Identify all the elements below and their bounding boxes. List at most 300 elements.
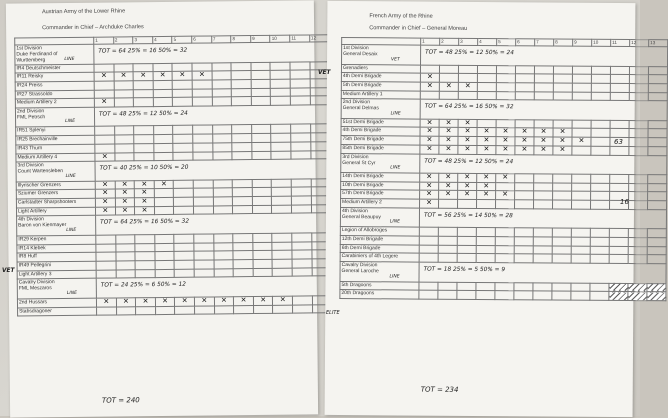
unit-label: Light Artillery bbox=[16, 207, 95, 217]
division-label: 1st Division Duke Ferdinand of Wurttemberg bbox=[15, 44, 94, 64]
empty-cell bbox=[610, 66, 629, 75]
unit-label: 4th Demi Brigade bbox=[341, 127, 420, 136]
casualty-mark: ✕ bbox=[534, 146, 553, 155]
empty-cell bbox=[115, 152, 135, 161]
empty-cell bbox=[291, 179, 311, 188]
empty-cell bbox=[233, 251, 253, 260]
empty-cell bbox=[477, 91, 496, 100]
empty-cell bbox=[96, 235, 116, 244]
empty-cell bbox=[648, 192, 667, 201]
empty-cell bbox=[628, 237, 647, 246]
unit-label: 6th Demi Brigade bbox=[340, 244, 419, 253]
casualty-mark: ✕ bbox=[439, 119, 458, 128]
empty-cell bbox=[476, 228, 495, 237]
empty-cell bbox=[553, 74, 572, 83]
division-strength-note bbox=[389, 208, 666, 229]
column-number: 7 bbox=[211, 36, 231, 43]
empty-cell bbox=[534, 200, 553, 209]
empty-cell bbox=[212, 143, 232, 152]
casualty-mark: ✕ bbox=[458, 136, 477, 145]
empty-cell bbox=[457, 236, 476, 245]
quality-tag: LINE bbox=[65, 119, 76, 125]
empty-cell bbox=[154, 189, 174, 198]
column-number: 1 bbox=[421, 38, 440, 45]
unit-label: Carlstadter Sharpshooters bbox=[16, 198, 95, 208]
empty-cell bbox=[115, 235, 135, 244]
empty-cell bbox=[194, 206, 214, 215]
empty-cell bbox=[233, 260, 253, 269]
unit-label: 10th Demi Brigade bbox=[341, 181, 420, 190]
division-strength-note bbox=[390, 154, 667, 175]
empty-cell bbox=[212, 62, 232, 71]
empty-cell bbox=[252, 133, 272, 142]
empty-cell bbox=[232, 142, 252, 151]
empty-cell bbox=[212, 125, 232, 134]
empty-cell bbox=[534, 65, 553, 74]
empty-cell bbox=[476, 291, 495, 300]
casualty-mark: ✕ bbox=[420, 82, 439, 91]
empty-cell bbox=[271, 70, 291, 79]
empty-cell bbox=[272, 188, 292, 197]
empty-cell bbox=[628, 283, 647, 292]
casualty-mark: ✕ bbox=[172, 71, 192, 80]
empty-cell bbox=[571, 254, 590, 263]
empty-cell bbox=[647, 238, 666, 247]
casualty-mark: ✕ bbox=[95, 198, 115, 207]
empty-cell bbox=[438, 236, 457, 245]
unit-label: Medium Artillery 4 bbox=[16, 153, 95, 163]
casualty-mark: ✕ bbox=[234, 296, 254, 305]
empty-cell bbox=[134, 152, 154, 161]
empty-cell bbox=[591, 137, 610, 146]
empty-cell bbox=[590, 291, 609, 300]
empty-cell bbox=[272, 233, 292, 242]
casualty-mark: ✕ bbox=[477, 173, 496, 182]
empty-cell bbox=[591, 74, 610, 83]
column-number: 11 bbox=[290, 35, 310, 42]
casualty-mark: ✕ bbox=[153, 72, 173, 81]
empty-cell bbox=[628, 229, 647, 238]
division-label: 4th Division General Beaupuy bbox=[340, 207, 419, 227]
empty-cell bbox=[232, 134, 252, 143]
unit-label: 12th Demi Brigade bbox=[340, 235, 419, 244]
empty-cell bbox=[609, 246, 628, 255]
casualty-mark: ✕ bbox=[115, 198, 135, 207]
empty-cell bbox=[252, 142, 272, 151]
unit-label: Medium Artillery 1 bbox=[341, 90, 420, 99]
empty-cell bbox=[572, 74, 591, 83]
empty-cell bbox=[419, 245, 438, 254]
quality-tag: LINE bbox=[66, 290, 77, 296]
casualty-mark: ✕ bbox=[155, 297, 175, 306]
empty-cell bbox=[647, 246, 666, 255]
empty-cell bbox=[514, 228, 533, 237]
division-label: 3rd Division General St Cyr bbox=[341, 153, 420, 173]
casualty-mark: ✕ bbox=[477, 128, 496, 137]
strength-handwriting: TOT = 64 25% = 16 50% = 32 bbox=[100, 219, 190, 227]
empty-cell bbox=[533, 282, 552, 291]
empty-cell bbox=[114, 126, 134, 135]
empty-cell bbox=[174, 260, 194, 269]
casualty-mark: ✕ bbox=[134, 180, 154, 189]
empty-cell bbox=[476, 236, 495, 245]
empty-cell bbox=[534, 91, 553, 100]
column-number: 9 bbox=[251, 35, 271, 42]
empty-cell bbox=[610, 129, 629, 138]
empty-cell bbox=[553, 92, 572, 101]
empty-cell bbox=[590, 237, 609, 246]
empty-cell bbox=[419, 227, 438, 236]
empty-cell bbox=[629, 201, 648, 210]
unit-label: IR11 Reisky bbox=[15, 72, 94, 82]
empty-cell bbox=[552, 291, 571, 300]
empty-cell bbox=[272, 179, 292, 188]
casualty-mark: ✕ bbox=[420, 182, 439, 191]
empty-cell bbox=[97, 307, 117, 316]
empty-cell bbox=[135, 243, 155, 252]
empty-cell bbox=[96, 270, 116, 279]
empty-cell bbox=[648, 138, 667, 147]
empty-cell bbox=[234, 305, 254, 314]
empty-cell bbox=[457, 245, 476, 254]
empty-cell bbox=[252, 151, 272, 160]
division-row bbox=[15, 42, 349, 65]
empty-cell bbox=[534, 191, 553, 200]
empty-cell bbox=[153, 98, 173, 107]
strength-handwriting: TOT = 64 25% = 16 50% = 32 bbox=[424, 103, 514, 111]
casualty-mark: ✕ bbox=[420, 128, 439, 137]
empty-cell bbox=[193, 134, 213, 143]
empty-cell bbox=[155, 252, 175, 261]
empty-cell bbox=[133, 89, 153, 98]
empty-cell bbox=[212, 80, 232, 89]
column-number: 5 bbox=[172, 36, 192, 43]
margin-note-elite: ELITE bbox=[326, 310, 340, 316]
empty-cell bbox=[534, 183, 553, 192]
casualty-mark: ✕ bbox=[194, 297, 214, 306]
casualty-mark: ✕ bbox=[458, 128, 477, 137]
unit-label: 75th Demi Brigade bbox=[341, 136, 420, 145]
strength-handwriting: TOT = 18 25% = 5 50% = 9 bbox=[423, 266, 506, 274]
empty-cell bbox=[116, 252, 136, 261]
casualty-mark: ✕ bbox=[496, 191, 515, 200]
casualty-mark: ✕ bbox=[458, 173, 477, 182]
unit-label: IR8 Huff bbox=[17, 253, 96, 263]
empty-cell bbox=[273, 259, 293, 268]
empty-cell bbox=[496, 200, 515, 209]
empty-cell bbox=[610, 92, 629, 101]
empty-cell bbox=[648, 183, 667, 192]
empty-cell bbox=[292, 250, 312, 259]
casualty-mark: ✕ bbox=[515, 128, 534, 137]
empty-cell bbox=[174, 197, 194, 206]
casualty-mark: ✕ bbox=[420, 190, 439, 199]
unit-label: IR29 Kerpen bbox=[17, 235, 96, 245]
unit-label: IR43 Thurn bbox=[16, 144, 95, 154]
empty-cell bbox=[116, 269, 136, 278]
empty-cell bbox=[174, 251, 194, 260]
casualty-mark: ✕ bbox=[458, 182, 477, 191]
casualty-mark: ✕ bbox=[553, 128, 572, 137]
empty-cell bbox=[290, 79, 310, 88]
empty-cell bbox=[477, 82, 496, 91]
casualty-mark: ✕ bbox=[95, 152, 115, 161]
empty-cell bbox=[214, 305, 234, 314]
empty-cell bbox=[233, 242, 253, 251]
empty-cell bbox=[252, 196, 272, 205]
empty-cell bbox=[194, 234, 214, 243]
casualty-mark: ✕ bbox=[477, 145, 496, 154]
unit-label: 4th Demi Brigade bbox=[341, 73, 420, 82]
column-number: 12 bbox=[630, 40, 649, 47]
empty-cell bbox=[232, 97, 252, 106]
empty-cell bbox=[438, 245, 457, 254]
empty-cell bbox=[553, 174, 572, 183]
empty-cell bbox=[252, 125, 272, 134]
unit-label: 5th Demi Brigade bbox=[341, 81, 420, 90]
casualty-mark: ✕ bbox=[115, 189, 135, 198]
empty-cell bbox=[290, 96, 310, 105]
empty-cell bbox=[253, 259, 273, 268]
empty-cell bbox=[272, 196, 292, 205]
empty-cell bbox=[291, 142, 311, 151]
empty-cell bbox=[533, 291, 552, 300]
empty-cell bbox=[629, 192, 648, 201]
empty-cell bbox=[213, 188, 233, 197]
quality-tag: LINE bbox=[65, 173, 76, 179]
empty-cell bbox=[515, 91, 534, 100]
casualty-mark: ✕ bbox=[420, 73, 439, 82]
empty-cell bbox=[115, 243, 135, 252]
quality-tag: LINE bbox=[390, 165, 401, 171]
empty-cell bbox=[553, 200, 572, 209]
empty-cell bbox=[533, 237, 552, 246]
empty-cell bbox=[213, 151, 233, 160]
empty-cell bbox=[572, 192, 591, 201]
casualty-mark: ✕ bbox=[439, 182, 458, 191]
casualty-mark: ✕ bbox=[420, 119, 439, 128]
casualty-mark: ✕ bbox=[133, 72, 153, 81]
casualty-mark: ✕ bbox=[96, 298, 116, 307]
column-number: 10 bbox=[592, 39, 611, 46]
strength-handwriting: TOT = 48 25% = 12 50% = 24 bbox=[424, 158, 514, 165]
empty-cell bbox=[439, 91, 458, 100]
french-roster-table bbox=[339, 37, 668, 301]
quality-tag: LINE bbox=[390, 111, 401, 117]
empty-cell bbox=[572, 120, 591, 129]
empty-cell bbox=[628, 255, 647, 264]
empty-cell bbox=[629, 138, 648, 147]
empty-cell bbox=[291, 150, 311, 159]
empty-cell bbox=[552, 237, 571, 246]
division-label: 2nd Division FML Petrsch bbox=[15, 107, 94, 127]
empty-cell bbox=[114, 98, 134, 107]
empty-cell bbox=[628, 246, 647, 255]
empty-cell bbox=[515, 191, 534, 200]
empty-cell bbox=[154, 206, 174, 215]
empty-cell bbox=[174, 234, 194, 243]
casualty-mark: ✕ bbox=[136, 297, 156, 306]
empty-cell bbox=[457, 228, 476, 237]
casualty-mark: ✕ bbox=[553, 137, 572, 146]
austrian-commander: Commander in Chief – Archduke Charles bbox=[42, 24, 144, 32]
empty-cell bbox=[495, 237, 514, 246]
empty-cell bbox=[647, 292, 666, 301]
empty-cell bbox=[457, 291, 476, 300]
empty-cell bbox=[476, 254, 495, 263]
austrian-sheet bbox=[6, 0, 318, 417]
empty-cell bbox=[515, 174, 534, 183]
empty-cell bbox=[134, 135, 154, 144]
casualty-mark: ✕ bbox=[458, 191, 477, 200]
empty-cell bbox=[154, 143, 174, 152]
empty-cell bbox=[155, 243, 175, 252]
unit-label: Carabiniers of 4th Legere bbox=[340, 253, 419, 262]
casualty-mark: ✕ bbox=[439, 173, 458, 182]
french-army-title: French Army of the Rhine bbox=[369, 13, 433, 20]
empty-cell bbox=[495, 245, 514, 254]
casualty-mark: ✕ bbox=[135, 189, 155, 198]
empty-cell bbox=[609, 292, 628, 301]
empty-cell bbox=[591, 200, 610, 209]
empty-cell bbox=[251, 62, 271, 71]
empty-cell bbox=[476, 245, 495, 254]
empty-cell bbox=[251, 97, 271, 106]
empty-cell bbox=[232, 151, 252, 160]
column-number: 5 bbox=[497, 39, 516, 46]
empty-cell bbox=[477, 65, 496, 74]
empty-cell bbox=[212, 88, 232, 97]
column-number: 12 bbox=[309, 35, 329, 42]
empty-cell bbox=[94, 81, 114, 90]
empty-cell bbox=[174, 206, 194, 215]
empty-cell bbox=[272, 250, 292, 259]
empty-cell bbox=[95, 144, 115, 153]
empty-cell bbox=[419, 253, 438, 262]
empty-cell bbox=[214, 260, 234, 269]
casualty-mark: ✕ bbox=[515, 146, 534, 155]
empty-cell bbox=[193, 151, 213, 160]
empty-cell bbox=[458, 199, 477, 208]
casualty-mark: ✕ bbox=[154, 180, 174, 189]
empty-cell bbox=[192, 80, 212, 89]
empty-cell bbox=[116, 306, 136, 315]
empty-cell bbox=[629, 146, 648, 155]
strength-handwriting: TOT = 40 25% = 10 50% = 20 bbox=[99, 164, 189, 172]
casualty-mark: ✕ bbox=[116, 298, 136, 307]
empty-cell bbox=[96, 244, 116, 253]
division-row bbox=[340, 207, 666, 229]
empty-cell bbox=[648, 175, 667, 184]
casualty-mark: ✕ bbox=[439, 191, 458, 200]
casualty-mark: ✕ bbox=[95, 207, 115, 216]
casualty-mark: ✕ bbox=[458, 119, 477, 128]
empty-cell bbox=[154, 135, 174, 144]
casualty-mark: ✕ bbox=[439, 145, 458, 154]
empty-cell bbox=[214, 268, 234, 277]
empty-cell bbox=[155, 306, 175, 315]
casualty-mark: ✕ bbox=[496, 174, 515, 183]
empty-cell bbox=[609, 229, 628, 238]
empty-cell bbox=[271, 133, 291, 142]
empty-cell bbox=[590, 229, 609, 238]
empty-cell bbox=[232, 88, 252, 97]
casualty-mark: ✕ bbox=[214, 297, 234, 306]
unit-label: 14th Demi Brigade bbox=[341, 173, 420, 182]
empty-cell bbox=[233, 197, 253, 206]
quality-tag: VET bbox=[391, 56, 400, 62]
empty-cell bbox=[173, 134, 193, 143]
division-row bbox=[341, 153, 667, 175]
empty-cell bbox=[571, 283, 590, 292]
division-strength-note bbox=[389, 262, 666, 283]
division-label: Cavalry Division FML Meszaros bbox=[17, 279, 96, 299]
empty-cell bbox=[496, 91, 515, 100]
unit-label: 20th Dragoons bbox=[340, 290, 419, 299]
division-label: 3rd Division Count Wartensleben bbox=[16, 161, 95, 181]
empty-cell bbox=[610, 183, 629, 192]
empty-cell bbox=[173, 126, 193, 135]
empty-cell bbox=[647, 229, 666, 238]
empty-cell bbox=[591, 120, 610, 129]
empty-cell bbox=[136, 306, 156, 315]
empty-cell bbox=[134, 143, 154, 152]
empty-cell bbox=[232, 125, 252, 134]
empty-cell bbox=[647, 255, 666, 264]
unit-row bbox=[340, 290, 666, 301]
empty-cell bbox=[514, 282, 533, 291]
margin-note-63: 63 bbox=[614, 138, 623, 146]
column-number: 8 bbox=[231, 36, 251, 43]
empty-cell bbox=[496, 65, 515, 74]
casualty-mark: ✕ bbox=[439, 82, 458, 91]
empty-cell bbox=[419, 282, 438, 291]
empty-cell bbox=[533, 245, 552, 254]
casualty-mark: ✕ bbox=[192, 71, 212, 80]
unit-label: IR14 Klebek bbox=[17, 244, 96, 254]
empty-cell bbox=[438, 290, 457, 299]
casualty-mark: ✕ bbox=[273, 296, 293, 305]
empty-cell bbox=[154, 197, 174, 206]
empty-cell bbox=[533, 228, 552, 237]
empty-cell bbox=[495, 291, 514, 300]
empty-cell bbox=[439, 65, 458, 74]
empty-cell bbox=[214, 251, 234, 260]
column-number: 11 bbox=[611, 39, 630, 46]
division-row bbox=[341, 99, 667, 121]
empty-cell bbox=[193, 180, 213, 189]
empty-cell bbox=[292, 205, 312, 214]
column-number: 10 bbox=[270, 35, 290, 42]
empty-cell bbox=[193, 188, 213, 197]
empty-cell bbox=[273, 305, 293, 314]
empty-cell bbox=[253, 233, 273, 242]
division-row bbox=[15, 104, 349, 127]
empty-cell bbox=[571, 246, 590, 255]
empty-cell bbox=[572, 92, 591, 101]
empty-cell bbox=[173, 97, 193, 106]
empty-cell bbox=[572, 83, 591, 92]
empty-cell bbox=[514, 245, 533, 254]
empty-cell bbox=[95, 135, 115, 144]
empty-cell bbox=[610, 120, 629, 129]
empty-cell bbox=[173, 143, 193, 152]
empty-cell bbox=[629, 183, 648, 192]
column-number: 3 bbox=[133, 37, 153, 44]
empty-cell bbox=[290, 61, 310, 70]
empty-cell bbox=[515, 200, 534, 209]
quality-tag: LINE bbox=[389, 219, 400, 225]
